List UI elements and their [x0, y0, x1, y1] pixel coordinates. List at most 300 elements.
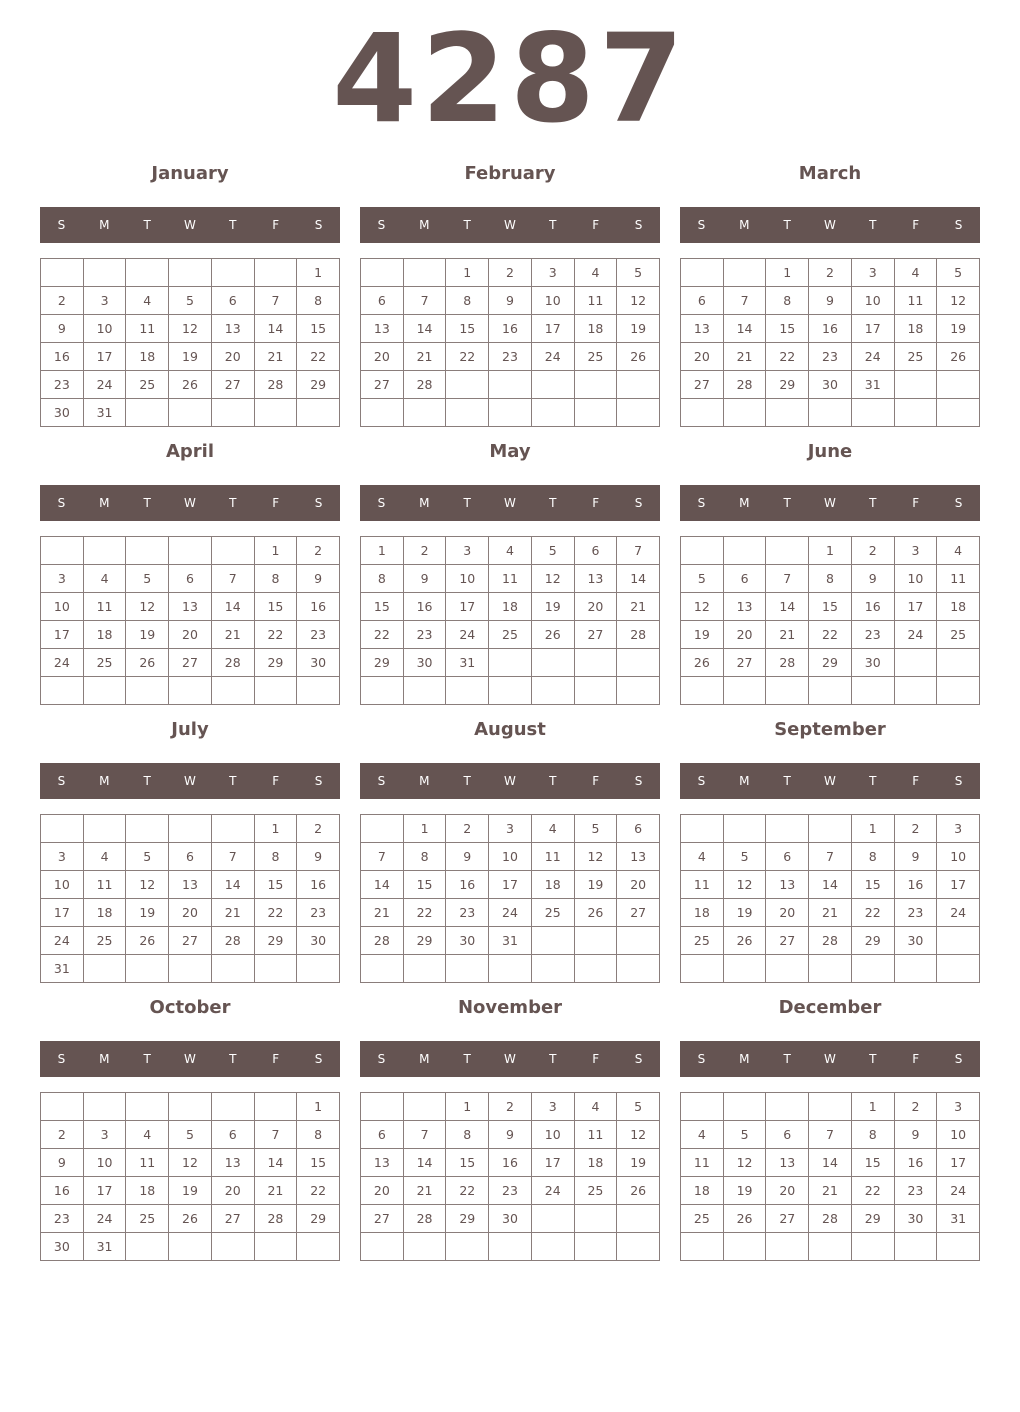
- day-cell: 29: [766, 371, 809, 399]
- day-grid: [680, 1092, 980, 1261]
- day-cell: 28: [255, 371, 298, 399]
- day-cell: 19: [169, 343, 212, 371]
- day-cell: 13: [575, 565, 618, 593]
- day-cell: 13: [212, 315, 255, 343]
- weekday-label: W: [184, 218, 196, 232]
- day-cell: 23: [895, 1177, 938, 1205]
- weekday-label: S: [954, 218, 963, 232]
- weekday-label: S: [634, 496, 643, 510]
- day-cell: 18: [84, 621, 127, 649]
- day-cell: [297, 1233, 340, 1261]
- day-cell: 31: [489, 927, 532, 955]
- day-cell: 23: [41, 1205, 84, 1233]
- day-cell: 26: [169, 1205, 212, 1233]
- day-cell: 5: [169, 1121, 212, 1149]
- day-cell: [937, 1233, 980, 1261]
- day-cell: 23: [809, 343, 852, 371]
- day-cell: [937, 955, 980, 983]
- weekday-label: T: [869, 496, 877, 510]
- day-cell: 27: [766, 927, 809, 955]
- day-cell: 27: [724, 649, 767, 677]
- day-cell: 25: [895, 343, 938, 371]
- day-cell: 31: [852, 371, 895, 399]
- weekday-header: [680, 207, 980, 243]
- day-cell: 27: [169, 927, 212, 955]
- day-cell: 2: [489, 1093, 532, 1121]
- day-cell: 12: [937, 287, 980, 315]
- day-cell: [766, 677, 809, 705]
- weekday-label: F: [912, 1052, 920, 1066]
- weekday-label: M: [419, 496, 430, 510]
- day-cell: 9: [404, 565, 447, 593]
- day-cell: 21: [361, 899, 404, 927]
- day-cell: 5: [126, 565, 169, 593]
- day-cell: 28: [404, 371, 447, 399]
- day-cell: 29: [255, 649, 298, 677]
- day-cell: [766, 399, 809, 427]
- day-cell: [809, 955, 852, 983]
- day-cell: 14: [404, 1149, 447, 1177]
- day-cell: 16: [446, 871, 489, 899]
- day-cell: 4: [575, 1093, 618, 1121]
- weekday-label: S: [697, 774, 706, 788]
- day-cell: 3: [852, 259, 895, 287]
- day-cell: 3: [41, 565, 84, 593]
- day-cell: 6: [724, 565, 767, 593]
- day-cell: 7: [809, 843, 852, 871]
- day-cell: 18: [895, 315, 938, 343]
- weekday-label: F: [592, 1052, 600, 1066]
- day-cell: [404, 259, 447, 287]
- day-cell: 19: [617, 1149, 660, 1177]
- day-cell: 17: [41, 899, 84, 927]
- day-cell: 10: [84, 315, 127, 343]
- day-cell: [489, 1233, 532, 1261]
- weekday-label: W: [184, 774, 196, 788]
- weekday-label: S: [377, 1052, 386, 1066]
- day-cell: 17: [446, 593, 489, 621]
- day-cell: [446, 677, 489, 705]
- day-cell: 17: [84, 1177, 127, 1205]
- day-cell: 24: [937, 1177, 980, 1205]
- day-cell: 10: [41, 593, 84, 621]
- day-grid: [360, 1092, 660, 1261]
- day-cell: 7: [617, 537, 660, 565]
- day-cell: 10: [937, 843, 980, 871]
- day-cell: 11: [575, 1121, 618, 1149]
- day-cell: 26: [126, 927, 169, 955]
- day-cell: 16: [489, 315, 532, 343]
- day-cell: 11: [575, 287, 618, 315]
- month-february: [360, 158, 660, 426]
- weekday-label: F: [912, 496, 920, 510]
- day-cell: [212, 259, 255, 287]
- day-cell: 29: [446, 1205, 489, 1233]
- day-cell: 1: [297, 259, 340, 287]
- day-cell: [724, 677, 767, 705]
- weekday-label: S: [314, 774, 323, 788]
- day-cell: [297, 677, 340, 705]
- day-cell: 26: [617, 1177, 660, 1205]
- weekday-label: S: [954, 774, 963, 788]
- day-cell: 10: [895, 565, 938, 593]
- day-cell: 16: [852, 593, 895, 621]
- day-cell: 5: [532, 537, 575, 565]
- weekday-label: T: [783, 496, 791, 510]
- day-cell: [532, 649, 575, 677]
- day-cell: [809, 399, 852, 427]
- day-cell: 2: [809, 259, 852, 287]
- day-cell: [84, 259, 127, 287]
- weekday-label: S: [634, 774, 643, 788]
- weekday-label: T: [229, 1052, 237, 1066]
- day-cell: 8: [766, 287, 809, 315]
- day-cell: 6: [169, 565, 212, 593]
- day-cell: 5: [724, 1121, 767, 1149]
- day-cell: [681, 815, 724, 843]
- weekday-label: T: [783, 774, 791, 788]
- month-name: September: [774, 719, 886, 740]
- day-cell: 18: [681, 1177, 724, 1205]
- day-grid: [680, 536, 980, 705]
- day-cell: 20: [766, 1177, 809, 1205]
- day-cell: 4: [575, 259, 618, 287]
- weekday-label: T: [229, 218, 237, 232]
- day-cell: 28: [255, 1205, 298, 1233]
- day-cell: 15: [361, 593, 404, 621]
- day-cell: 17: [852, 315, 895, 343]
- day-cell: 1: [404, 815, 447, 843]
- day-cell: [895, 955, 938, 983]
- day-cell: 19: [575, 871, 618, 899]
- day-cell: 14: [404, 315, 447, 343]
- weekday-label: M: [99, 218, 110, 232]
- weekday-label: T: [463, 1052, 471, 1066]
- day-cell: 17: [489, 871, 532, 899]
- day-cell: 26: [681, 649, 724, 677]
- day-cell: 23: [404, 621, 447, 649]
- day-cell: 9: [41, 1149, 84, 1177]
- day-cell: 2: [446, 815, 489, 843]
- day-cell: 31: [41, 955, 84, 983]
- weekday-label: M: [739, 1052, 750, 1066]
- day-cell: 2: [489, 259, 532, 287]
- day-cell: 15: [297, 315, 340, 343]
- day-cell: [681, 955, 724, 983]
- day-cell: 18: [681, 899, 724, 927]
- day-cell: [255, 1233, 298, 1261]
- day-cell: 29: [255, 927, 298, 955]
- day-cell: 28: [766, 649, 809, 677]
- day-cell: 28: [617, 621, 660, 649]
- day-cell: 25: [84, 927, 127, 955]
- day-cell: 6: [212, 1121, 255, 1149]
- day-cell: 5: [724, 843, 767, 871]
- day-cell: 14: [361, 871, 404, 899]
- weekday-label: S: [57, 496, 66, 510]
- day-cell: [446, 1233, 489, 1261]
- day-cell: 10: [84, 1149, 127, 1177]
- day-cell: 19: [724, 1177, 767, 1205]
- day-cell: [404, 1093, 447, 1121]
- day-cell: [169, 815, 212, 843]
- day-cell: 28: [809, 1205, 852, 1233]
- day-cell: 25: [575, 1177, 618, 1205]
- day-cell: 20: [212, 343, 255, 371]
- day-cell: 30: [809, 371, 852, 399]
- day-cell: [895, 371, 938, 399]
- day-cell: [895, 677, 938, 705]
- day-cell: 29: [297, 371, 340, 399]
- day-cell: 21: [255, 1177, 298, 1205]
- day-grid: [40, 536, 340, 705]
- day-cell: 28: [361, 927, 404, 955]
- day-cell: 7: [212, 565, 255, 593]
- weekday-label: M: [419, 774, 430, 788]
- day-cell: 17: [532, 315, 575, 343]
- day-cell: 21: [404, 343, 447, 371]
- day-cell: 1: [446, 259, 489, 287]
- weekday-label: M: [99, 496, 110, 510]
- day-cell: [575, 955, 618, 983]
- day-cell: 24: [84, 1205, 127, 1233]
- day-cell: [766, 1093, 809, 1121]
- day-cell: 29: [852, 1205, 895, 1233]
- day-cell: 11: [681, 871, 724, 899]
- day-cell: 4: [532, 815, 575, 843]
- day-cell: 25: [126, 371, 169, 399]
- day-cell: 22: [852, 1177, 895, 1205]
- day-cell: 5: [681, 565, 724, 593]
- day-cell: 14: [255, 1149, 298, 1177]
- day-cell: 7: [212, 843, 255, 871]
- day-cell: [255, 677, 298, 705]
- day-cell: [212, 537, 255, 565]
- weekday-label: F: [592, 218, 600, 232]
- day-cell: [809, 815, 852, 843]
- weekday-label: T: [143, 496, 151, 510]
- day-cell: [724, 955, 767, 983]
- day-cell: 24: [532, 1177, 575, 1205]
- day-cell: 8: [404, 843, 447, 871]
- weekday-label: W: [824, 496, 836, 510]
- day-cell: [361, 399, 404, 427]
- day-cell: 14: [809, 871, 852, 899]
- day-cell: 8: [297, 1121, 340, 1149]
- day-cell: 4: [937, 537, 980, 565]
- day-cell: 29: [361, 649, 404, 677]
- day-grid: [40, 1092, 340, 1261]
- weekday-label: S: [314, 1052, 323, 1066]
- day-cell: 25: [532, 899, 575, 927]
- weekday-label: F: [272, 1052, 280, 1066]
- month-name: July: [171, 719, 209, 740]
- day-cell: [937, 927, 980, 955]
- day-cell: 21: [766, 621, 809, 649]
- day-cell: 28: [212, 927, 255, 955]
- day-grid: [360, 258, 660, 427]
- day-cell: [361, 955, 404, 983]
- day-cell: 23: [895, 899, 938, 927]
- day-cell: 30: [41, 399, 84, 427]
- month-name: February: [464, 163, 556, 184]
- day-cell: 22: [297, 1177, 340, 1205]
- day-cell: 19: [169, 1177, 212, 1205]
- weekday-label: T: [869, 1052, 877, 1066]
- weekday-header: [360, 207, 660, 243]
- day-cell: [169, 677, 212, 705]
- day-cell: [724, 815, 767, 843]
- day-cell: 22: [852, 899, 895, 927]
- day-cell: 12: [169, 315, 212, 343]
- weekday-label: S: [57, 218, 66, 232]
- day-cell: 25: [126, 1205, 169, 1233]
- day-cell: 8: [852, 843, 895, 871]
- day-cell: 9: [297, 843, 340, 871]
- day-cell: [169, 955, 212, 983]
- month-december: [680, 992, 980, 1260]
- day-cell: [169, 1233, 212, 1261]
- day-cell: 18: [532, 871, 575, 899]
- month-november: [360, 992, 660, 1260]
- weekday-label: S: [954, 1052, 963, 1066]
- day-cell: 9: [489, 1121, 532, 1149]
- day-cell: 17: [41, 621, 84, 649]
- day-cell: 21: [809, 1177, 852, 1205]
- day-cell: 11: [937, 565, 980, 593]
- day-cell: 18: [937, 593, 980, 621]
- day-cell: 4: [489, 537, 532, 565]
- day-cell: 21: [724, 343, 767, 371]
- day-cell: 6: [575, 537, 618, 565]
- day-cell: 2: [404, 537, 447, 565]
- day-cell: 1: [255, 815, 298, 843]
- day-cell: [809, 1233, 852, 1261]
- day-cell: [575, 1205, 618, 1233]
- day-cell: 16: [41, 1177, 84, 1205]
- month-september: [680, 714, 980, 982]
- day-cell: [532, 927, 575, 955]
- day-cell: [617, 399, 660, 427]
- day-cell: 3: [84, 1121, 127, 1149]
- day-cell: [169, 399, 212, 427]
- months-grid: [40, 158, 980, 1260]
- day-cell: [766, 955, 809, 983]
- day-cell: [84, 537, 127, 565]
- day-cell: 27: [617, 899, 660, 927]
- weekday-label: S: [697, 218, 706, 232]
- weekday-label: T: [463, 496, 471, 510]
- weekday-label: S: [697, 1052, 706, 1066]
- weekday-label: F: [592, 774, 600, 788]
- day-cell: [126, 677, 169, 705]
- day-cell: 5: [617, 259, 660, 287]
- weekday-label: W: [504, 774, 516, 788]
- weekday-label: M: [739, 218, 750, 232]
- day-cell: 11: [126, 315, 169, 343]
- day-cell: [126, 1093, 169, 1121]
- day-cell: 10: [852, 287, 895, 315]
- day-cell: 7: [255, 287, 298, 315]
- day-cell: 26: [575, 899, 618, 927]
- day-cell: 9: [809, 287, 852, 315]
- day-cell: [361, 1093, 404, 1121]
- day-cell: 7: [404, 287, 447, 315]
- weekday-header: [680, 1041, 980, 1077]
- weekday-label: S: [57, 774, 66, 788]
- day-grid: [40, 258, 340, 427]
- day-cell: 3: [895, 537, 938, 565]
- day-cell: 23: [489, 343, 532, 371]
- day-cell: 13: [766, 1149, 809, 1177]
- day-cell: 24: [41, 927, 84, 955]
- day-cell: 27: [766, 1205, 809, 1233]
- day-cell: 22: [255, 621, 298, 649]
- day-cell: 21: [404, 1177, 447, 1205]
- day-cell: 20: [681, 343, 724, 371]
- day-cell: 19: [532, 593, 575, 621]
- day-cell: 13: [212, 1149, 255, 1177]
- weekday-label: F: [912, 774, 920, 788]
- day-cell: 20: [169, 899, 212, 927]
- weekday-header: [360, 763, 660, 799]
- day-cell: 30: [895, 1205, 938, 1233]
- day-cell: 12: [169, 1149, 212, 1177]
- weekday-label: T: [549, 1052, 557, 1066]
- day-cell: 6: [212, 287, 255, 315]
- day-cell: [617, 677, 660, 705]
- day-cell: [126, 815, 169, 843]
- day-cell: 9: [895, 843, 938, 871]
- weekday-label: S: [634, 218, 643, 232]
- day-cell: 12: [681, 593, 724, 621]
- day-cell: 29: [297, 1205, 340, 1233]
- day-cell: 2: [297, 537, 340, 565]
- day-cell: 24: [532, 343, 575, 371]
- day-cell: 23: [489, 1177, 532, 1205]
- month-name: December: [778, 997, 882, 1018]
- weekday-label: W: [824, 1052, 836, 1066]
- month-march: [680, 158, 980, 426]
- day-cell: 13: [361, 1149, 404, 1177]
- day-cell: [575, 399, 618, 427]
- day-cell: 16: [895, 1149, 938, 1177]
- day-cell: 11: [681, 1149, 724, 1177]
- day-cell: 5: [937, 259, 980, 287]
- weekday-label: S: [377, 496, 386, 510]
- day-cell: 16: [809, 315, 852, 343]
- day-cell: 5: [169, 287, 212, 315]
- day-cell: [169, 537, 212, 565]
- day-cell: 17: [84, 343, 127, 371]
- day-cell: [852, 677, 895, 705]
- day-cell: 4: [895, 259, 938, 287]
- day-cell: 23: [446, 899, 489, 927]
- day-cell: [361, 259, 404, 287]
- day-cell: 26: [169, 371, 212, 399]
- day-cell: 3: [84, 287, 127, 315]
- day-cell: 16: [41, 343, 84, 371]
- day-cell: [766, 1233, 809, 1261]
- month-june: [680, 436, 980, 704]
- day-cell: 16: [895, 871, 938, 899]
- day-cell: 12: [126, 871, 169, 899]
- weekday-header: [680, 763, 980, 799]
- day-cell: [937, 649, 980, 677]
- day-cell: 18: [575, 1149, 618, 1177]
- day-cell: 26: [532, 621, 575, 649]
- day-cell: 25: [489, 621, 532, 649]
